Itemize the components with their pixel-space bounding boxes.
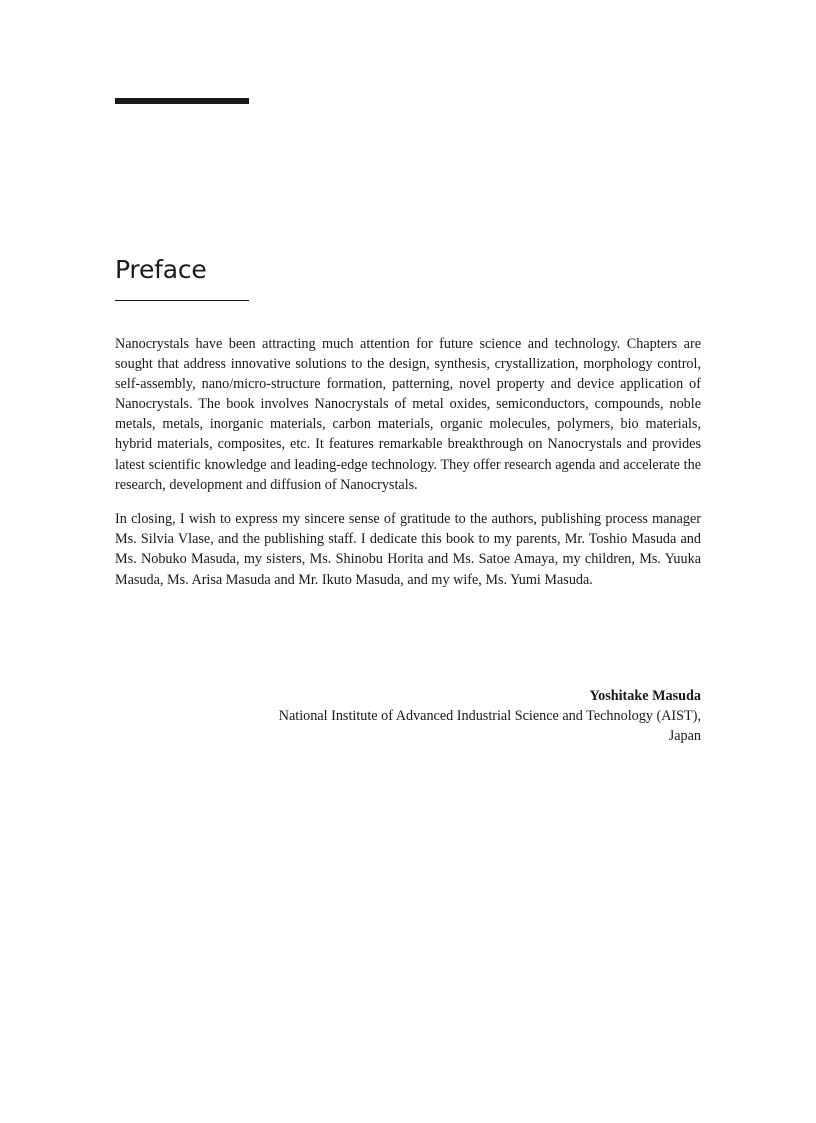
signature-author: Yoshitake Masuda xyxy=(589,688,701,704)
page-title: Preface xyxy=(115,255,207,284)
signature-country: Japan xyxy=(668,728,701,745)
title-underline-rule xyxy=(115,300,249,301)
signature-affiliation: National Institute of Advanced Industrial Science and Technology (AIST), xyxy=(278,708,701,725)
preface-body xyxy=(115,334,701,604)
signature-block xyxy=(279,686,701,746)
top-decorative-rule xyxy=(115,98,249,104)
paragraph-acknowledgements: In closing, I wish to express my sincere sense of gratitude to the authors, publishing process manager Ms. Silvia Vlase, and the publishing staff. I dedicate this book to my parents, Mr. Toshio Masuda and Ms. Nobuko Masuda, my sisters, Ms. Shinobu Horita and Ms. Satoe Amaya, my children, Ms. Yuuka Masuda, Ms. Arisa Masuda and Mr. Ikuto Masuda, and my wife, Ms. Yumi Masuda. xyxy=(115,511,701,588)
paragraph-intro: Nanocrystals have been attracting much attention for future science and technology. Chapters are sought that address innovative solutions to the design, synthesis, crystallization, morphology control, self-assembly, nano/micro-structure formation, patterning, novel property and device application of Nanocrystals. The book involves Nanocrystals of metal oxides, semiconductors, compounds, noble metals, metals, inorganic materials, carbon materials, organic molecules, polymers, bio materials, hybrid materials, composites, etc. It features remarkable breakthrough on Nanocrystals and provides latest scientific knowledge and leading-edge technology. They offer research agenda and accelerate the research, development and diffusion of Nanocrystals. xyxy=(115,336,701,493)
